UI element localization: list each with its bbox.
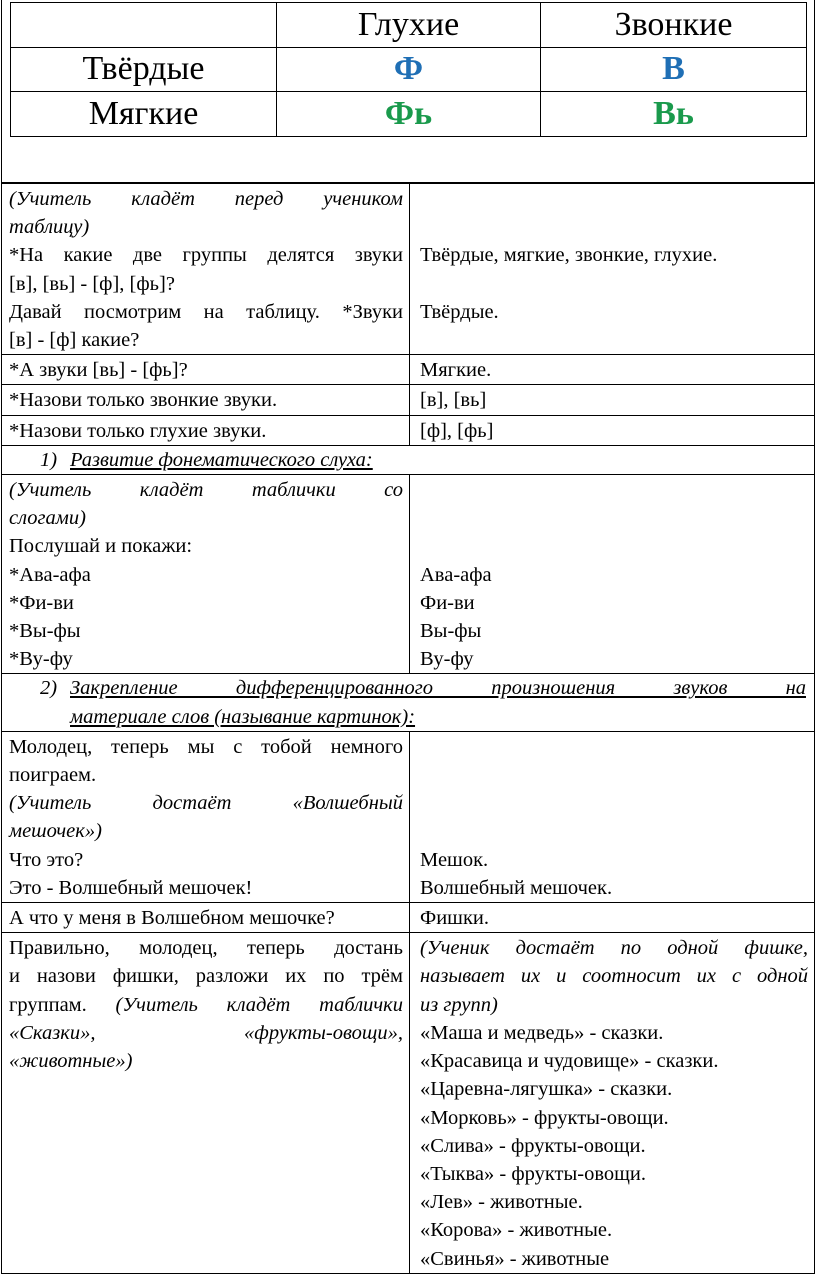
header-empty-cell <box>11 3 277 48</box>
table-row <box>2 184 815 355</box>
table-row <box>2 903 815 933</box>
list-item: «Маша и медведь» - сказки. <box>420 1021 664 1044</box>
list-item: *Фи-ви <box>9 591 74 614</box>
section-number: 1) <box>40 448 58 471</box>
list-item: «Красавица и чудовище» - сказки. <box>420 1050 719 1073</box>
student-cell <box>410 475 815 674</box>
question-text-cont: [в], [вь] - [ф], [фь]? <box>9 272 175 295</box>
section-number: 2) <box>40 677 58 700</box>
student-note-cont: из групп) <box>420 993 498 1016</box>
section-heading <box>2 445 815 474</box>
table-row <box>2 385 815 415</box>
question-text: *На какие две группы делятся звуки <box>9 244 403 267</box>
teacher-cell <box>2 933 410 1273</box>
list-item: «Свинья» - животные <box>420 1247 610 1270</box>
answer-text: Волшебный мешочек. <box>420 876 613 899</box>
teacher-note-cont: таблицу) <box>9 216 90 239</box>
table-row <box>2 933 815 1273</box>
table-row <box>2 731 815 902</box>
answer-text: [в], [вь] <box>410 385 815 415</box>
student-cell <box>410 731 815 902</box>
table-row <box>2 445 815 474</box>
letter-f-soft: Фь <box>277 92 541 137</box>
answer-text: [ф], [фь] <box>410 415 815 445</box>
teacher-speech: Это - Волшебный мешочек! <box>9 876 253 899</box>
list-item: Ава-афа <box>420 563 492 586</box>
table-header-row <box>11 3 807 48</box>
student-cell <box>410 184 815 355</box>
student-note: называет их и соотносит их с одной <box>420 965 808 988</box>
teacher-note: (Учитель достаёт «Волшебный <box>9 792 403 815</box>
answer-text: Твёрдые. <box>420 300 499 323</box>
answer-text: Твёрдые, мягкие, звонкие, глухие. <box>420 244 718 267</box>
question-text-cont: [в] - [ф] какие? <box>9 329 140 352</box>
teacher-note: (Учитель кладёт таблички <box>115 993 404 1016</box>
teacher-note-cont: «животные») <box>9 1050 133 1073</box>
answer-text: Фишки. <box>410 903 815 933</box>
list-item: «Лев» - животные. <box>420 1191 583 1214</box>
list-item: Вы-фы <box>420 620 482 642</box>
lesson-table <box>1 183 815 1274</box>
section-heading <box>2 674 815 731</box>
table-row <box>11 92 807 137</box>
teacher-note-cont: «Сказки», «фрукты-овощи», <box>9 1021 403 1044</box>
question-text: *А звуки [вь] - [фь]? <box>2 355 410 385</box>
list-item: «Царевна-лягушка» - сказки. <box>420 1078 673 1101</box>
section-title-cont: материале слов (называние картинок): <box>70 705 416 728</box>
section-title: Развитие фонематического слуха: <box>70 448 373 471</box>
letter-v-hard: В <box>541 47 807 92</box>
question-text: *Назови только глухие звуки. <box>2 415 410 445</box>
table-row <box>2 674 815 731</box>
answer-text: Мешок. <box>420 848 489 871</box>
question-text: Давай посмотрим на таблицу. *Звуки <box>9 300 403 323</box>
section-title: Закрепление дифференцированного произношения звуков на <box>70 677 806 700</box>
teacher-note-cont: слогами) <box>9 507 86 530</box>
row-label-soft: Мягкие <box>11 92 277 137</box>
teacher-speech: Правильно, молодец, теперь достань <box>9 937 403 960</box>
question-text: А что у меня в Волшебном мешочке? <box>2 903 410 933</box>
teacher-note: (Учитель кладёт таблички со <box>9 479 403 502</box>
teacher-cell <box>2 475 410 674</box>
table-row <box>11 47 807 92</box>
teacher-cell <box>2 731 410 902</box>
row-label-hard: Твёрдые <box>11 47 277 92</box>
student-note: (Ученик достаёт по одной фишке, <box>420 937 808 960</box>
list-item: «Морковь» - фрукты-овощи. <box>420 1106 669 1129</box>
teacher-speech: Молодец, теперь мы с тобой немного <box>9 735 403 758</box>
list-item: Ву-фу <box>420 648 474 671</box>
list-item: *Ву-фу <box>9 648 73 671</box>
list-item: «Тыква» - фрукты-овощи. <box>420 1162 647 1185</box>
answer-text: Мягкие. <box>410 355 815 385</box>
letter-v-soft: Вь <box>541 92 807 137</box>
list-item: «Корова» - животные. <box>420 1219 613 1242</box>
list-item: «Слива» - фрукты-овощи. <box>420 1134 646 1157</box>
list-item: Фи-ви <box>420 591 475 614</box>
instruction-text: Послушай и покажи: <box>9 535 193 558</box>
list-item: *Ава-афа <box>9 563 91 586</box>
teacher-note-cont: мешочек») <box>9 820 102 843</box>
teacher-note: (Учитель кладёт перед учеником <box>9 188 403 210</box>
sound-classification-table <box>10 2 807 137</box>
question-text: Что это? <box>9 848 84 871</box>
letter-f-hard: Ф <box>277 47 541 92</box>
teacher-speech-part: группам. <box>9 993 87 1016</box>
teacher-speech: и назови фишки, разложи их по трём <box>9 965 403 988</box>
table-row <box>2 355 815 385</box>
question-text: *Назови только звонкие звуки. <box>2 385 410 415</box>
header-voiceless: Глухие <box>277 3 541 48</box>
student-cell <box>410 933 815 1273</box>
teacher-cell <box>2 184 410 355</box>
teacher-speech-cont: поиграем. <box>9 764 97 787</box>
list-item: *Вы-фы <box>9 620 81 643</box>
table-row <box>2 415 815 445</box>
header-voiced: Звонкие <box>541 3 807 48</box>
table-row <box>2 475 815 674</box>
teacher-speech-mixed <box>9 991 403 1019</box>
